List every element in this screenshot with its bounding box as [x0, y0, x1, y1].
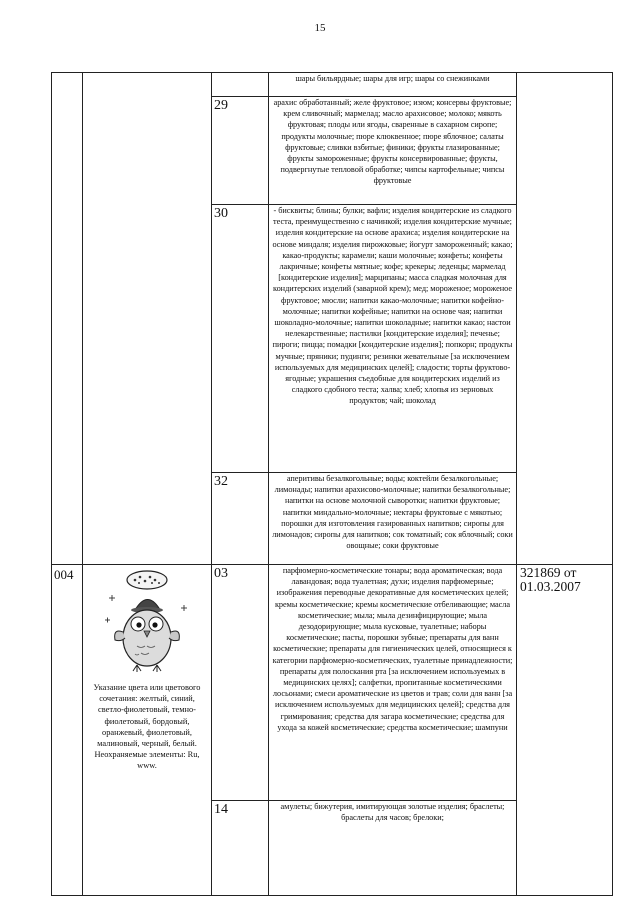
- class-code: [212, 73, 269, 97]
- table-row: [52, 73, 613, 97]
- class-code: 03: [212, 565, 269, 801]
- class-code: 29: [212, 97, 269, 205]
- owl-logo-icon: [95, 568, 199, 676]
- goods-list: амулеты; бижутерия, имитирующая золотые изделия; браслеты; браслеты для часов; брелоки;: [269, 801, 517, 896]
- class-code: 14: [212, 801, 269, 896]
- class-code: 32: [212, 473, 269, 565]
- registration-number: 321869 от 01.03.2007: [517, 565, 613, 896]
- image-cell: [83, 565, 212, 896]
- goods-list: - бисквиты; блины; булки; вафли; изделия кондитерские из сладкого теста, преимущественно с начинкой; изделия кондитерские мучные; изделия кондитерские на основе арахиса; изделия кондитерские на основе миндаля; изделия пирожковые; йогурт замороженный; какао; какао-продукты; карамели; каши молочные; конфеты; конфеты лакричные; конфеты мятные; кофе; крекеры; леденцы; мармелад [кондитерские изделия]; марципаны; масса сладкая молочная для кондитерских изделий (заварной крем); мед; мороженое; мороженое фруктовое; мюсли; напитки какао-молочные; напитки кофейно-молочные; напитки кофейные; напитки на основе чая; напитки шоколадно-молочные; напитки шоколадные; напитки какао; настои нелекарственные; пастилки [кондитерские изделия]; печенье; пироги; пицца; помадки [кондитерские изделия]; попкорн; продукты мучные; пряники; пудинги; резинки жевательные [за исключением используемых для медицинских целей]; сладости; торты фруктово-ягодные; украшения съедобные для кондитерских изделий из сладкого сдобного теста; халва; хлеб; хлопья из зерновых продуктов; чай; шоколад: [269, 205, 517, 473]
- class-code: 30: [212, 205, 269, 473]
- goods-list: арахис обработанный; желе фруктовое; изюм; консервы фруктовые; крем сливочный; мармелад; масло арахисовое; молоко; мякоть фруктовая; плоды или ягоды, сваренные в сахарном сиропе; продукты молочные; пюре клюквенное; пюре яблочное; салаты фруктовые; сливки взбитые; финики; фрукты глазированные; фрукты замороженные; фрукты консервированные; фрукты, подвергнутые тепловой обработке; чипсы картофельные; чипсы фруктовые: [269, 97, 517, 205]
- page-number: 15: [314, 22, 326, 34]
- registration-number: [517, 73, 613, 565]
- table-row: [52, 565, 613, 801]
- goods-list: шары бильярдные; шары для игр; шары со снежинками: [269, 73, 517, 97]
- goods-list: парфюмерно-косметические тонары; вода ароматическая; вода лавандовая; вода туалетная; духи; изделия парфюмерные; изображения переводные декоративные для косметических целей; кремы косметические; кремы косметические отбеливающие; масла косметические; мыла; мыла дезинфицирующие; мыла дезодорирующие; мыла кусковые, туалетные; наборы косметические; пасты, порошки зубные; препараты для ванн косметические; препараты для гигиенических целей, относящиеся к категории парфюмерно-косметических, туалетные принадлежности; препараты для полоскания рта [за исключением используемых в медицинских целях]; салфетки, пропитанные косметическими лосьонами; смеси ароматические из цветов и трав; соли для ванн [за исключением используемых для медицинских целей]; средства для гримирования; средства для загара косметические; средства для ухода за кожей косметические; средства косметические; шампуни: [269, 565, 517, 801]
- trademark-registry-table: [51, 72, 613, 896]
- goods-list: аперитивы безалкогольные; воды; коктейли безалкогольные; лимонады; напитки арахисово-молочные; напитки безалкогольные; напитки на основе молочной сыворотки; напитки фруктовые; напитки миндально-молочные; нектары фруктовые с мякотью; порошки для изготовления газированных напитков; сиропы для лимонадов; сиропы для напитков; сок томатный; сок яблочный; соки овощные; соки фруктовые: [269, 473, 517, 565]
- image-cell: [83, 73, 212, 565]
- entry-id-cell: 004: [52, 565, 83, 896]
- color-description: Указание цвета или цветового сочетания: желтый, синий, светло-фиолетовый, темно-фиолетовый, бордовый, оранжевый, фиолетовый, малиновый, черный, белый. Неохраняемые элементы: Ru, www.: [93, 683, 201, 771]
- entry-id-cell: [52, 73, 83, 565]
